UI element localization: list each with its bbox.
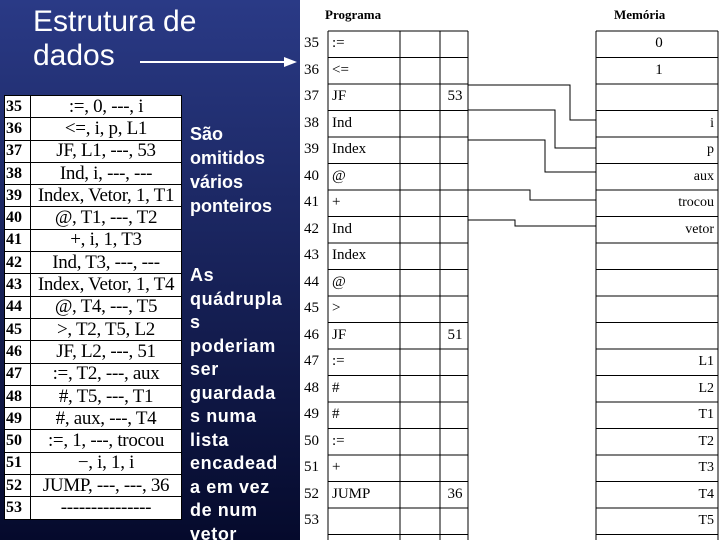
program-address: 35 — [304, 35, 319, 51]
memory-row — [540, 508, 718, 535]
program-row — [300, 455, 470, 482]
quad-row-number: 42 — [5, 252, 31, 274]
note-line: omitidos — [190, 148, 265, 168]
quad-row — [5, 452, 182, 474]
program-row — [300, 376, 470, 403]
program-opcode: + — [332, 459, 341, 475]
program-row — [300, 296, 470, 323]
note-line: a em vez — [190, 476, 270, 497]
quad-row-text: #, T5, ---, T1 — [31, 385, 182, 407]
program-address: 41 — [304, 194, 319, 210]
note-line: encadead — [190, 453, 278, 473]
quad-row — [5, 296, 182, 318]
quad-row — [5, 185, 182, 207]
quad-row-text: @, T1, ---, T2 — [31, 207, 182, 229]
quad-row-text: Ind, T3, ---, --- — [31, 252, 182, 274]
memory-row — [540, 58, 718, 85]
quad-row — [5, 497, 182, 519]
quad-row — [5, 408, 182, 430]
quad-row-number: 36 — [5, 118, 31, 140]
program-address: 44 — [304, 273, 319, 290]
program-opcode: @ — [332, 273, 346, 290]
memory-row — [540, 323, 718, 350]
memory-label: aux — [693, 168, 714, 184]
quad-row-text: @, T4, ---, T5 — [31, 296, 182, 318]
quad-row-text: :=, T2, ---, aux — [31, 363, 182, 385]
program-opcode: := — [332, 35, 345, 51]
memory-row — [540, 349, 718, 376]
quad-row-number: 44 — [5, 296, 31, 318]
quad-row-number: 53 — [5, 497, 31, 519]
note-line: quádrupla — [190, 288, 283, 309]
quad-row-text: #, aux, ---, T4 — [31, 408, 182, 430]
quad-row-number: 35 — [5, 96, 31, 118]
quad-row-text: :=, 1, ---, trocou — [31, 430, 182, 452]
quad-row — [5, 140, 182, 162]
quad-row — [5, 430, 182, 452]
program-opcode: JF — [332, 88, 347, 104]
program-row — [300, 190, 470, 217]
note-line: ser — [190, 359, 219, 379]
note-line: s — [190, 312, 201, 332]
quad-row-number: 49 — [5, 408, 31, 430]
quad-row — [5, 318, 182, 340]
memory-row — [540, 296, 718, 323]
program-header: Programa — [325, 7, 382, 22]
quad-row — [5, 162, 182, 184]
program-reference: 36 — [447, 485, 463, 502]
quad-row-text: −, i, 1, i — [31, 452, 182, 474]
program-opcode: > — [332, 300, 341, 316]
memory-row — [540, 429, 718, 456]
memory-row — [540, 84, 718, 111]
title-line-1: Estrutura de — [33, 5, 197, 38]
program-reference: 51 — [447, 326, 463, 343]
quad-row-text: +, i, 1, T3 — [31, 229, 182, 251]
program-reference: 53 — [447, 88, 463, 104]
memory-label: T3 — [698, 460, 714, 475]
program-address: 49 — [304, 406, 319, 422]
program-opcode: JF — [332, 326, 347, 343]
note-line: lista — [190, 429, 230, 450]
quad-row-text: JUMP, ---, ---, 36 — [31, 475, 182, 497]
memory-label: vetor — [685, 221, 714, 237]
quad-row-number: 46 — [5, 341, 31, 363]
program-row — [300, 243, 470, 270]
program-address: 45 — [304, 300, 319, 316]
program-address: 46 — [304, 326, 319, 343]
memory-row — [540, 482, 718, 509]
program-address: 51 — [304, 459, 319, 475]
quad-row-number: 52 — [5, 475, 31, 497]
memory-row — [540, 402, 718, 429]
program-address: 52 — [304, 485, 319, 502]
quad-row — [5, 96, 182, 118]
program-row — [300, 137, 470, 164]
program-row — [300, 349, 470, 376]
program-row — [300, 429, 470, 456]
note-line: vetor — [190, 523, 238, 540]
memory-row — [540, 111, 718, 138]
quad-row-text: --------------- — [31, 497, 182, 519]
program-address: 38 — [304, 114, 319, 131]
program-address: 39 — [304, 141, 319, 157]
quad-row-text: >, T2, T5, L2 — [31, 318, 182, 340]
note-line: s numa — [190, 406, 257, 426]
program-address: 40 — [304, 167, 319, 184]
memory-row — [540, 270, 718, 297]
quad-row-text: Ind, i, ---, --- — [31, 162, 182, 184]
program-opcode: + — [332, 194, 341, 210]
memory-value: 0 — [655, 35, 663, 51]
quad-row — [5, 252, 182, 274]
memory-header: Memória — [614, 7, 666, 22]
note-linked-list — [190, 264, 290, 540]
memory-row — [540, 164, 718, 191]
quad-row-number: 45 — [5, 318, 31, 340]
quad-row-number: 43 — [5, 274, 31, 296]
program-address: 53 — [304, 512, 319, 528]
program-opcode: @ — [332, 167, 346, 184]
program-row — [300, 217, 470, 244]
program-address: 37 — [304, 88, 319, 104]
memory-label: L1 — [698, 354, 714, 369]
program-opcode: Index — [332, 247, 367, 263]
quad-row-number: 47 — [5, 363, 31, 385]
memory-label: L2 — [698, 380, 714, 396]
slide-title — [33, 5, 293, 73]
note-line: de num — [190, 500, 258, 520]
quad-row-number: 41 — [5, 229, 31, 251]
quad-row-number: 40 — [5, 207, 31, 229]
memory-row — [540, 376, 718, 403]
memory-row — [540, 190, 718, 217]
quad-row-number: 39 — [5, 185, 31, 207]
quad-row-text: JF, L2, ---, 51 — [31, 341, 182, 363]
note-omitted-pointers — [190, 122, 290, 218]
program-row — [300, 164, 470, 191]
program-row — [300, 58, 470, 85]
memory-row — [540, 31, 718, 58]
program-opcode: # — [332, 406, 340, 422]
program-opcode: # — [332, 379, 340, 396]
quad-row-number: 37 — [5, 140, 31, 162]
program-address: 48 — [304, 379, 319, 396]
program-row — [300, 270, 470, 297]
memory-row — [540, 217, 718, 244]
quad-row-number: 51 — [5, 452, 31, 474]
memory-row — [540, 243, 718, 270]
program-opcode: := — [332, 353, 345, 369]
quadruple-table — [4, 95, 182, 520]
memory-label: T5 — [698, 513, 714, 528]
title-line-2: dados — [33, 39, 115, 72]
program-opcode: Index — [332, 141, 367, 157]
program-row — [300, 84, 470, 111]
program-opcode: := — [332, 432, 345, 449]
note-line: São — [190, 124, 224, 144]
note-line: vários — [190, 172, 244, 192]
program-row — [300, 482, 470, 509]
quad-row — [5, 207, 182, 229]
memory-label: trocou — [678, 195, 714, 210]
memory-label: i — [710, 115, 714, 131]
memory-label: T4 — [698, 486, 714, 502]
quad-row — [5, 363, 182, 385]
quad-row — [5, 385, 182, 407]
quad-row-text: Index, Vetor, 1, T1 — [31, 185, 182, 207]
program-address: 47 — [304, 353, 319, 369]
program-address: 42 — [304, 220, 319, 237]
note-line: guardada — [190, 382, 276, 403]
quad-row-text: :=, 0, ---, i — [31, 96, 182, 118]
program-row — [300, 111, 470, 138]
quad-row — [5, 118, 182, 140]
program-row — [300, 402, 470, 429]
quad-row — [5, 229, 182, 251]
note-line: poderiam — [190, 335, 276, 356]
program-address: 43 — [304, 247, 319, 263]
memory-label: p — [707, 142, 714, 157]
memory-label: T1 — [698, 407, 714, 422]
quad-row — [5, 274, 182, 296]
program-row — [300, 323, 470, 350]
quad-row — [5, 475, 182, 497]
program-opcode: Ind — [332, 114, 352, 131]
program-row — [300, 31, 470, 58]
program-opcode: <= — [332, 61, 349, 78]
quad-row-number: 48 — [5, 385, 31, 407]
program-row — [300, 508, 470, 535]
memory-label: T2 — [698, 433, 714, 449]
program-opcode: Ind — [332, 220, 352, 237]
memory-value: 1 — [655, 61, 663, 78]
note-line: ponteiros — [190, 196, 273, 216]
quad-row-text: JF, L1, ---, 53 — [31, 140, 182, 162]
memory-row — [540, 137, 718, 164]
program-address: 50 — [304, 432, 319, 449]
quad-row-number: 50 — [5, 430, 31, 452]
quad-row-number: 38 — [5, 162, 31, 184]
program-address: 36 — [304, 61, 319, 78]
program-opcode: JUMP — [332, 485, 371, 502]
quad-row — [5, 341, 182, 363]
note-line: As — [190, 265, 215, 285]
quad-row-text: <=, i, p, L1 — [31, 118, 182, 140]
memory-row — [540, 455, 718, 482]
quad-row-text: Index, Vetor, 1, T4 — [31, 274, 182, 296]
program-memory-panel — [300, 0, 720, 540]
